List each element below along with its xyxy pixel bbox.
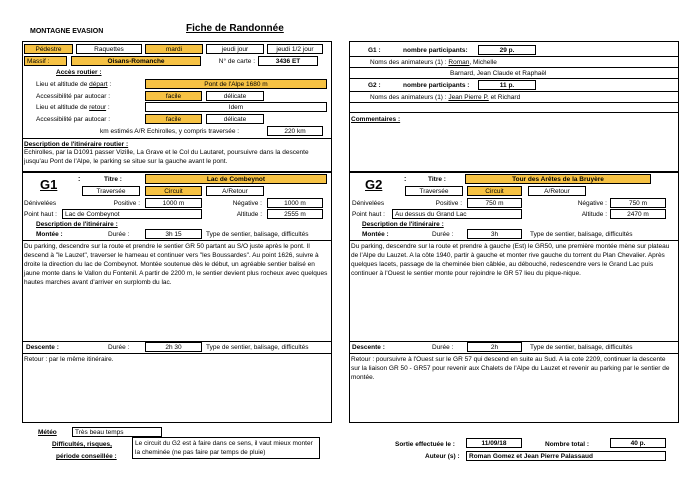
org-name: MONTAGNE EVASION	[30, 28, 104, 35]
itin-text: Echirolles, par la D1091 passer Vizille, La Grave et le Col du Lautaret, poursuivre dans la descente jusqu'au Pont de l'Alpe, le parking se situe sur la gauche avant le pont.	[24, 149, 309, 165]
option-raquettes[interactable]: Raquettes	[76, 44, 142, 54]
g1-aretour[interactable]: A/Retour	[206, 186, 264, 196]
itin-title: Description de l'itinéraire routier :	[24, 141, 129, 148]
g1-retour-text: Retour : par le même itinéraire.	[24, 356, 114, 363]
g2-deniv-label: Dénivelées	[352, 200, 385, 207]
g2-alt-value: 2470 m	[610, 209, 666, 219]
carte-label: N° de carte :	[218, 58, 255, 65]
g1-titre-label: Titre :	[104, 176, 122, 183]
massif-label: Massif :	[24, 56, 67, 66]
g2-negative-value: 750 m	[610, 198, 666, 208]
g1-desc-text: Du parking, descendre sur la route et prendre le sentier GR 50 partant au S/O juste après le pont. Il descend à "le Lauzet", traverser le hameau et continuer vers "les Boussardes". Au point 1626, suivre à droite la direction du lac de Combeynot. Montée soutenue dès le début, un agréable sentier balisé en jaune monte dans le Vallon du Fontenil. A partir de 2200 m, le sentier devient plus rocheux avec quelques hautes marches avant d'arriver en surplomb du lac.	[24, 243, 328, 286]
g1-negative-label: Négative :	[232, 200, 262, 207]
g2-montee-duree: 3h	[467, 229, 522, 239]
g2-titre-value: Tour des Arêtes de la Bruyère	[465, 174, 651, 184]
g1-desc-title: Description de l'itinéraire :	[36, 221, 118, 228]
diff-label-1: Difficultés, risques,	[52, 441, 112, 448]
g1-titre-value: Lac de Combeynot	[145, 174, 327, 184]
g2-circuit[interactable]: Circuit	[467, 186, 522, 196]
carte-value: 3436 ET	[258, 56, 318, 66]
meteo-label: Météo	[38, 429, 57, 436]
meteo-value: Très beau temps	[72, 427, 162, 437]
auteurs-value: Roman Gomez et Jean Pierre Palassaud	[466, 451, 666, 461]
g2-point-label: Point haut :	[352, 211, 385, 218]
g1-descente-duree-label: Durée :	[108, 344, 130, 351]
g1-point-value: Lac de Combeynot	[62, 209, 202, 219]
g1-alt-label: Altitude :	[236, 211, 262, 218]
option-pedestre[interactable]: Pédestre	[24, 44, 73, 54]
km-value: 220 km	[267, 126, 323, 136]
diff-label-2: période conseillée :	[56, 453, 117, 460]
option-jeudi-demi[interactable]: jeudi 1/2 jour	[267, 44, 323, 54]
acces-title: Accès routier :	[56, 69, 102, 76]
page-title: Fiche de Randonnée	[186, 23, 284, 34]
g2-duree-label: Durée :	[432, 231, 454, 238]
g2-participants-label: nombre participants :	[403, 82, 470, 89]
g1-circuit[interactable]: Circuit	[145, 186, 202, 196]
g2-positive-label: Positive :	[435, 200, 462, 207]
g1-positive-label: Positive :	[113, 200, 140, 207]
g1-label: G1 :	[368, 47, 381, 54]
g2-positive-value: 750 m	[467, 198, 522, 208]
retour-label: Lieu et altitude de retour :	[36, 104, 110, 111]
g1-alt-value: 2555 m	[267, 209, 323, 219]
g2-animateurs: Noms des animateurs (1) : Jean Pierre P. et Richard	[370, 94, 521, 101]
g1-descente-type-label: Type de sentier, balisage, difficultés	[206, 344, 309, 351]
g2-descente-duree: 2h	[467, 342, 522, 352]
g1-negative-value: 1000 m	[267, 198, 323, 208]
g2-titre-label: Titre :	[428, 176, 446, 183]
access2-facile[interactable]: facile	[145, 114, 202, 124]
g2-negative-label: Négative :	[577, 200, 607, 207]
g2-montee-label: Montée :	[362, 231, 389, 238]
comments-label: Commentaires :	[351, 116, 401, 123]
g1-animateurs-line2: Barnard, Jean Claude et Raphaël	[450, 70, 547, 77]
g1-montee-duree: 3h 15	[145, 229, 202, 239]
g1-positive-value: 1000 m	[145, 198, 202, 208]
km-label: km estimés A/R Echirolles, y compris traversée :	[100, 128, 240, 135]
retour-value: Idem	[145, 102, 327, 112]
g1-descente-label: Descente :	[26, 344, 59, 351]
g1-traversee[interactable]: Traversée	[82, 186, 140, 196]
g2-desc-text: Du parking, descendre sur la route et prendre à gauche (Est) le GR50, une première montée mène sur plateau de l'Alpe du Lauzet. A la côte 1940, partir à gauche et monter rive gauche du torrent du Plan Chevalier. Après quelques lacets, passage de la cheminée bien câblée, au débouché, redescendre vers le Grand Lac puis continuer à l'Ouest le sentier monte pour rejoindre le GR 57 lieu du pique-nique.	[351, 243, 670, 277]
access2-delicate[interactable]: délicate	[206, 114, 264, 124]
g2-traversee[interactable]: Traversée	[405, 186, 463, 196]
access2-label: Accessibilité par autocar :	[36, 116, 111, 123]
massif-value: Oisans-Romanche	[71, 56, 201, 66]
g2-code: G2	[365, 177, 383, 192]
g2-aretour[interactable]: A/Retour	[528, 186, 586, 196]
g1-participants-label: nombre participants:	[403, 47, 468, 54]
access1-label: Accessibilité par autocar :	[36, 93, 111, 100]
depart-value: Pont de l'Alpe 1680 m	[145, 79, 327, 89]
access1-facile[interactable]: facile	[145, 91, 202, 101]
g1-montee-label: Montée :	[36, 231, 63, 238]
access1-delicate[interactable]: délicate	[206, 91, 264, 101]
g1-point-label: Point haut :	[24, 211, 57, 218]
g2-label: G2 :	[368, 82, 381, 89]
g2-participants-value: 11 p.	[478, 80, 536, 90]
total-label: Nombre total :	[545, 441, 590, 448]
g1-deniv-label: Dénivelées	[24, 200, 57, 207]
option-jeudi-jour[interactable]: jeudi jour	[206, 44, 264, 54]
g2-type-label: Type de sentier, balisage, difficultés	[530, 231, 633, 238]
g2-desc-title: Description de l'itinéraire :	[362, 221, 444, 228]
g2-alt-label: Altitude :	[581, 211, 607, 218]
g2-descente-label: Descente :	[352, 344, 385, 351]
diff-text: Le circuit du G2 est à faire dans ce sens, il vaut mieux monter la cheminée (ne pas faire par temps de pluie)	[132, 437, 320, 459]
option-mardi[interactable]: mardi	[145, 44, 203, 54]
g2-descente-type-label: Type de sentier, balisage, difficultés	[530, 344, 633, 351]
g2-point-value: Au dessus du Grand Lac	[392, 209, 522, 219]
g1-duree-label: Durée :	[108, 231, 130, 238]
total-value: 40 p.	[610, 438, 666, 448]
auteurs-label: Auteur (s) :	[425, 453, 460, 460]
sortie-label: Sortie effectuée le :	[395, 441, 455, 448]
g1-type-label: Type de sentier, balisage, difficultés	[206, 231, 309, 238]
sortie-value: 11/09/18	[466, 438, 522, 448]
g1-code: G1	[40, 177, 58, 192]
g2-retour-text: Retour : poursuivre à l'Ouest sur le GR 57 qui descend en suite au Sud. A la cote 2209, continuer la descente sur la liaison GR 50 - GR57 pour revenir aux Chalets de l'Alpe du Lauzet et revenir au parking par le sentier de montée.	[351, 356, 670, 381]
g1-animateurs: Noms des animateurs (1) : Roman, Michelle	[370, 59, 497, 66]
g1-participants-value: 29 p.	[478, 45, 536, 55]
depart-label: Lieu et altitude de départ :	[36, 81, 112, 88]
g1-descente-duree: 2h 30	[145, 342, 202, 352]
g2-descente-duree-label: Durée :	[432, 344, 454, 351]
